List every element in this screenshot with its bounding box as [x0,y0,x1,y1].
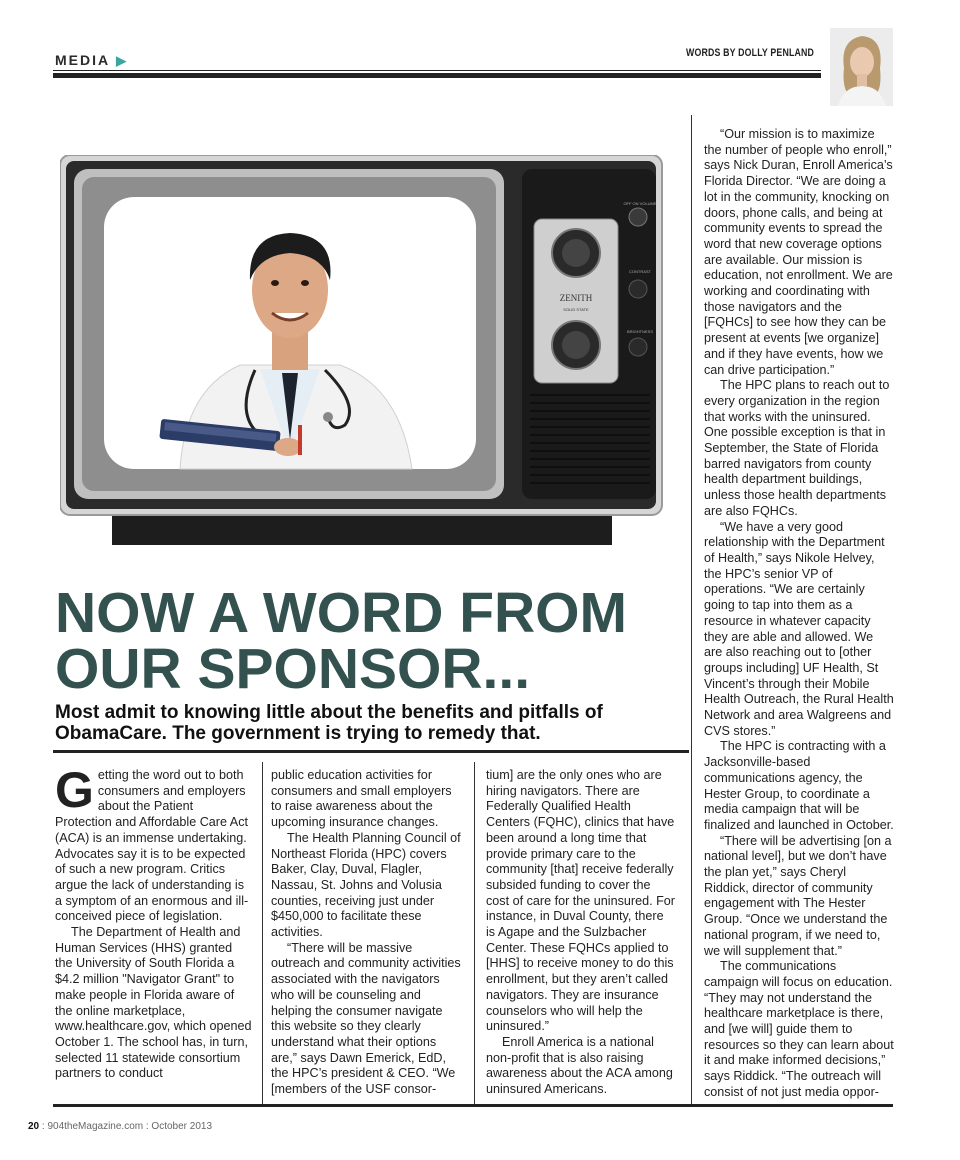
byline: WORDS BY DOLLY PENLAND [685,47,814,59]
headline-line-1: NOW A WORD FROM [55,581,628,645]
article-column-4 [704,127,894,1101]
page-number: 20 [28,1121,40,1132]
paragraph: The HPC plans to reach out to every organization in the region that works with the uninsured. One possible exception is that in September, the State of Florida barred navigators from county health department buildings, unless those health departments are also FQHCs. [704,378,890,518]
footer-text: 904theMagazine.com : October 2013 [47,1121,213,1132]
tv-brand-sub-text: SOLID STATE [563,307,589,312]
tv-contrast-label: CONTRAST [629,269,651,274]
page-footer: 20 : 904theMagazine.com : October 2013 [28,1121,213,1132]
tv-illustration [60,155,670,545]
paragraph: “There will be massive outreach and community activities associated with the navigators who will be counseling and helping the consumer navigate this website so they clearly understand what their options are,” says Dawn Emerick, EdD, the HPC’s president & CEO. “We [members of the USF consor- [271,940,461,1097]
tv-volume-knob [629,208,647,226]
tv-contrast-knob [629,280,647,298]
column-divider [474,762,475,1107]
headline-line-2: OUR SPONSOR... [55,637,531,701]
paragraph: “There will be advertising [on a national level], but we don’t have the plan yet,” says Cheryl Riddick, director of community engagement with The Hester Group. “Once we understand the national program, if we need to, we will supplement that.” [704,833,892,958]
article-column-3 [486,768,676,1098]
tv-volume-label: OFF ON VOLUME [623,201,657,206]
paragraph: tium] are the only ones who are hiring navigators. There are Federally Qualified Health Centers (FQHC), clinics that have been around a long time that provide primary care to the community [that] receive federally subsided funding to cover the cost of care for the uninsured. For instance, in Duval County, there is Agape and the Sulzbacher Center. These FQHCs applied to [HHS] to receive money to do this enrollment, but they aren’t called navigators. They are insurance counselors who will help the uninsured.” [486,768,675,1034]
headline [55,581,695,701]
paragraph: Getting the word out to both consumers and employers about the Patient Protection and Affordable Care Act (ACA) is an immense undertaking. Advocates say it is to be expected of such a new program. Critics argue the lack of understanding is a symptom of an enormous and ill-conceived piece of legislation. [55,762,249,924]
section-name: MEDIA [55,52,111,68]
paragraph: public education activities for consumers and small employers to raise awareness about the upcoming insurance changes. [271,768,452,830]
column-divider [262,762,263,1107]
article-column-1 [55,762,253,1082]
tv-brightness-knob [629,338,647,356]
play-triangle-icon: ▶ [116,53,129,68]
paragraph: The HPC is contracting with a Jacksonville-based communications agency, the Hester Group, to coordinate a media campaign that will be finalized and launched in October. [704,739,894,832]
deck: Most admit to knowing little about the benefits and pitfalls of ObamaCare. The government is trying to remedy that. [55,702,603,744]
author-photo [830,28,893,106]
footer-rule [53,1104,893,1107]
article-column-2 [271,768,461,1098]
paragraph: The communications campaign will focus on education. “They may not understand the healthcare marketplace is there, and [we will] guide them to resources so they can learn about it and make informed decisions,” says Riddick. “The outreach will consist of not just media oppor- [704,959,894,1099]
header-rule [53,73,821,78]
paragraph: The Health Planning Council of Northeast Florida (HPC) covers Baker, Clay, Duval, Flagler, Nassau, St. Johns and Volusia counties, receiving just under $450,000 to facilitate these activities. [271,830,461,940]
paragraph: Enroll America is a national non-profit that is also raising awareness about the ACA among uninsured Americans. [486,1034,673,1097]
header-thin-rule [53,70,821,71]
paragraph: The Department of Health and Human Services (HHS) granted the University of South Florida a $4.2 million "Navigator Grant" to make people in Florida aware of the online marketplace, www.healthcare.gov, which opened October 1. The school has, in turn, selected 11 statewide consortium partners to conduct [55,925,252,1081]
section-label [55,52,128,69]
headline-rule [53,750,689,753]
tv-brand-text: ZENITH [559,293,593,303]
drop-cap: G [55,762,94,818]
tv-brightness-label: BRIGHTNESS [626,329,654,334]
paragraph: “We have a very good relationship with the Department of Health,” says Nikole Helvey, the HPC’s senior VP of operations. “We are certainly going to tap into them as a resource in whatever capacity they are able and allowed. We are also reaching out to [other groups including] UF Health, St Vincent’s through their Mobile Health Outreach, the Rural Health Network and area Walgreens and CVS stores.” [704,519,894,738]
paragraph: “Our mission is to maximize the number of people who enroll,” says Nick Duran, Enroll America’s Florida Director. “We are doing a lot in the community, knocking on doors, phone calls, and being at community events to spread the word that new coverage options are available. Our mission is education, not enrollment. We are working and coordinating with those navigators and the [FQHCs] to see how they can be present at events [we organize] and if they have events, how we can drive participation.” [704,127,893,377]
